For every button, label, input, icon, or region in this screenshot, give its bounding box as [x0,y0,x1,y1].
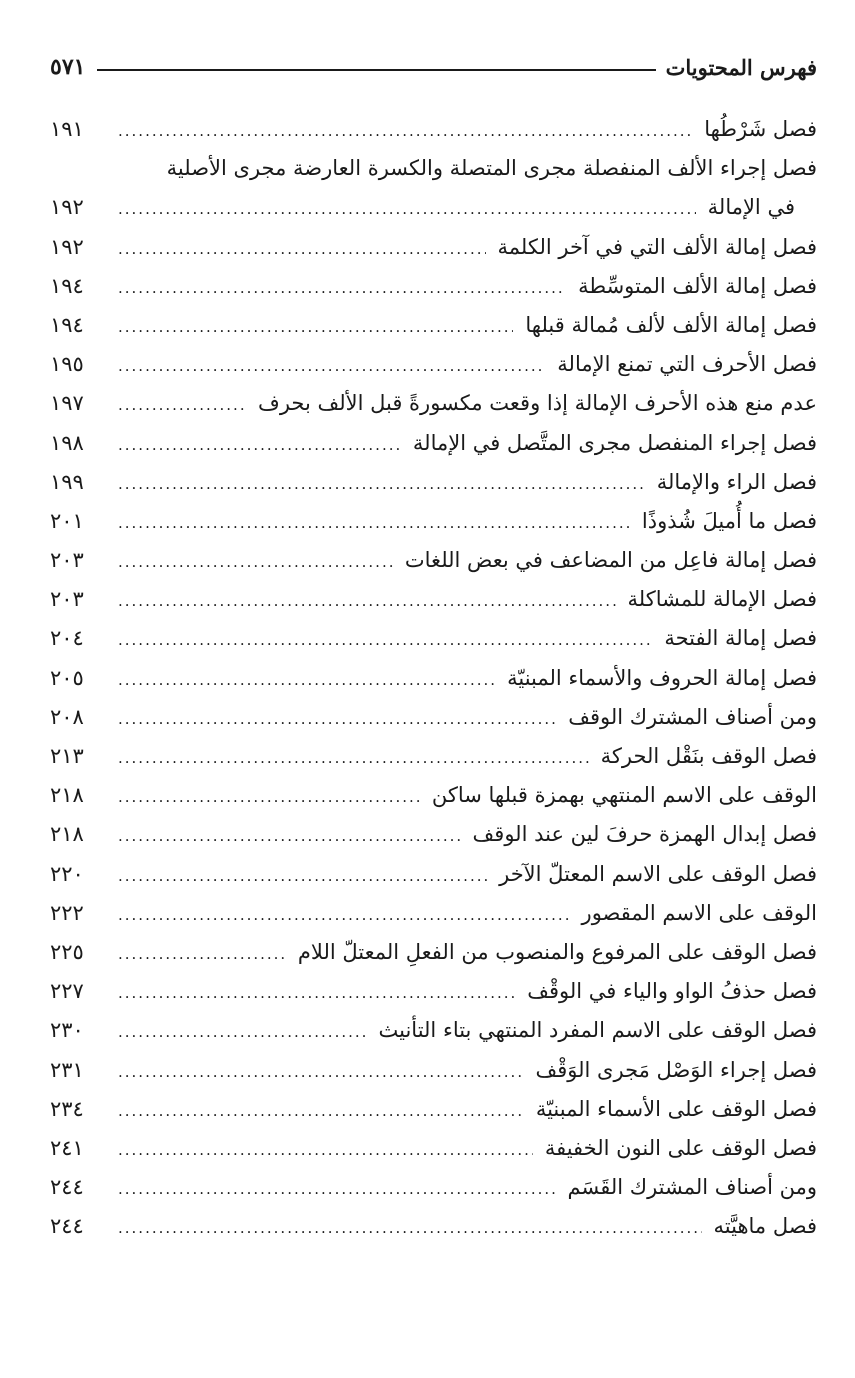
toc-entry-label: فصل إمالة الألف التي في آخر الكلمة [497,234,817,259]
toc-entry [50,1090,817,1129]
toc-entry-page: ١٩٢ [50,234,84,259]
page-header [50,46,817,80]
toc-entry [50,502,817,541]
toc-entry-label: في الإمالة [707,195,795,220]
toc-entry-label: عدم منع هذه الأحرف الإمالة إذا وقعت مكسورةً قبل الألف بحرف [258,391,817,416]
toc-entry-page: ٢٢٢ [50,900,84,925]
toc-entry-page: ٢١٣ [50,744,84,768]
toc-entry-label: فصل حذفُ الواو والياء في الوقْف [527,979,817,1004]
toc-entry [50,698,817,737]
toc-entry-label: فصل الوقف بنَقْل الحركة [600,744,817,768]
toc-entry-label: فصل شَرْطُها [704,117,817,141]
toc-entry-page: ٢٣٤ [50,1096,84,1121]
dot-leader [118,1131,533,1170]
table-of-contents [50,110,817,1246]
toc-entry-label: فصل الإمالة للمشاكلة [627,587,817,612]
dot-leader [118,661,495,700]
page-number: ٥٧١ [50,54,86,80]
toc-entry-page: ١٩٨ [50,430,84,455]
toc-entry-page: ٢٣١ [50,1057,84,1082]
toc-entry-page: ٢١٨ [50,783,84,808]
toc-entry [50,1129,817,1168]
toc-entry-page: ١٩٤ [50,312,84,337]
toc-entry [50,306,817,345]
toc-entry-page: ٢٠٣ [50,548,84,573]
dot-leader [118,386,246,425]
header-rule [97,69,655,71]
toc-entry-label: فصل الوقف على المرفوع والمنصوب من الفعلِ المعتلّ اللام [297,939,817,964]
dot-leader [118,817,461,856]
toc-entry-label: فصل الوقف على الاسم المفرد المنتهي بتاء التأنيث [378,1018,817,1043]
dot-leader [118,504,630,543]
toc-entry-page: ٢٠٣ [50,587,84,612]
running-title: فهرس المحتويات [665,55,817,80]
toc-entry [50,345,817,384]
dot-leader [118,896,570,935]
toc-entry-page: ٢٢٧ [50,979,84,1004]
dot-leader [118,1170,556,1209]
toc-entry-page: ٢٤٤ [50,1214,84,1239]
toc-entry [50,1168,817,1207]
toc-entry-page: ٢٢٠ [50,861,84,886]
toc-entry-label: فصل إمالة الفتحة [664,626,817,651]
dot-leader [118,347,545,386]
toc-entry [50,188,817,227]
toc-entry-label: فصل إبدال الهمزة حرفَ لين عند الوقف [472,822,817,847]
toc-entry [50,463,817,502]
dot-leader [118,112,692,151]
dot-leader [118,739,589,778]
toc-entry-label: فصل إمالة الألف لألف مُمالة قبلها [525,312,817,337]
toc-entry-label: فصل إمالة الألف المتوسِّطة [578,273,817,298]
toc-entry-page: ١٩٢ [50,195,84,220]
toc-entry [50,737,817,776]
toc-entry [50,110,817,149]
toc-entry-label: فصل الوقف على الاسم المعتلّ الآخر [499,861,817,886]
toc-entry [50,267,817,306]
dot-leader [118,700,556,739]
toc-entry-page: ٢٣٠ [50,1018,84,1043]
toc-entry-label: فصل الوقف على النون الخفيفة [544,1135,817,1160]
toc-entry [50,384,817,423]
toc-entry [50,933,817,972]
toc-entry-page: ١٩١ [50,117,84,141]
toc-entry-label: فصل ماهيَّته [713,1214,817,1239]
dot-leader [118,426,401,465]
dot-leader [118,308,513,347]
toc-entry [50,659,817,698]
toc-entry-label: ومن أصناف المشترك القَسَم [567,1175,817,1200]
dot-leader [118,1209,702,1248]
dot-leader [118,1013,367,1052]
toc-entry-page: ٢٤٤ [50,1175,84,1200]
toc-entry-label: فصل إجراء المنفصل مجرى المتَّصل في الإمالة [412,430,817,455]
dot-leader [118,190,696,229]
dot-leader [118,935,286,974]
toc-entry-label: فصل الوقف على الأسماء المبنيّة [535,1096,817,1121]
dot-leader [118,543,393,582]
toc-entry [50,619,817,658]
toc-entry-page: ١٩٧ [50,391,84,416]
toc-entry-label: فصل الأحرف التي تمنع الإمالة [557,352,817,377]
toc-entry [50,1011,817,1050]
toc-entry-page: ٢١٨ [50,822,84,847]
dot-leader [118,974,515,1013]
toc-entry-page: ٢٠٨ [50,704,84,729]
toc-entry [50,1051,817,1090]
toc-entry-label: الوقف على الاسم المنتهي بهمزة قبلها ساكن [431,783,817,808]
toc-entry-page: ٢٠١ [50,508,84,533]
dot-leader [118,230,486,269]
toc-entry-line1: فصل إجراء الألف المنفصلة مجرى المتصلة والكسرة العارضة مجرى الأصلية [166,156,817,181]
toc-entry [50,424,817,463]
toc-entry [50,541,817,580]
toc-entry [50,815,817,854]
dot-leader [118,621,652,660]
toc-entry-page: ٢٠٥ [50,665,84,690]
toc-entry [50,776,817,815]
toc-entry [50,894,817,933]
dot-leader [118,1053,524,1092]
dot-leader [118,269,566,308]
toc-entry-label: فصل إجراء الوَصْل مَجرى الوَقْف [535,1057,817,1082]
toc-entry [50,228,817,267]
toc-entry-page: ٢٤١ [50,1135,84,1160]
dot-leader [118,582,616,621]
toc-entry [50,1207,817,1246]
dot-leader [118,1092,524,1131]
toc-entry-label: فصل الراء والإمالة [656,469,817,494]
dot-leader [118,857,487,896]
dot-leader [118,778,420,817]
toc-entry [50,580,817,619]
toc-entry-label: الوقف على الاسم المقصور [581,900,817,925]
toc-entry-label: فصل إمالة الحروف والأسماء المبنيّة [507,665,817,690]
toc-entry-label: ومن أصناف المشترك الوقف [568,704,817,729]
toc-entry [50,855,817,894]
toc-entry-page: ٢٢٥ [50,939,84,964]
toc-entry-label: فصل إمالة فاعِل من المضاعف في بعض اللغات [404,548,817,573]
toc-entry [50,972,817,1011]
toc-entry-page: ١٩٥ [50,352,84,377]
toc-entry-page: ١٩٤ [50,273,84,298]
toc-entry-page: ١٩٩ [50,469,84,494]
toc-entry-label: فصل ما أُميلَ شُذوذًا [641,508,817,533]
toc-entry-page: ٢٠٤ [50,626,84,651]
dot-leader [118,465,645,504]
